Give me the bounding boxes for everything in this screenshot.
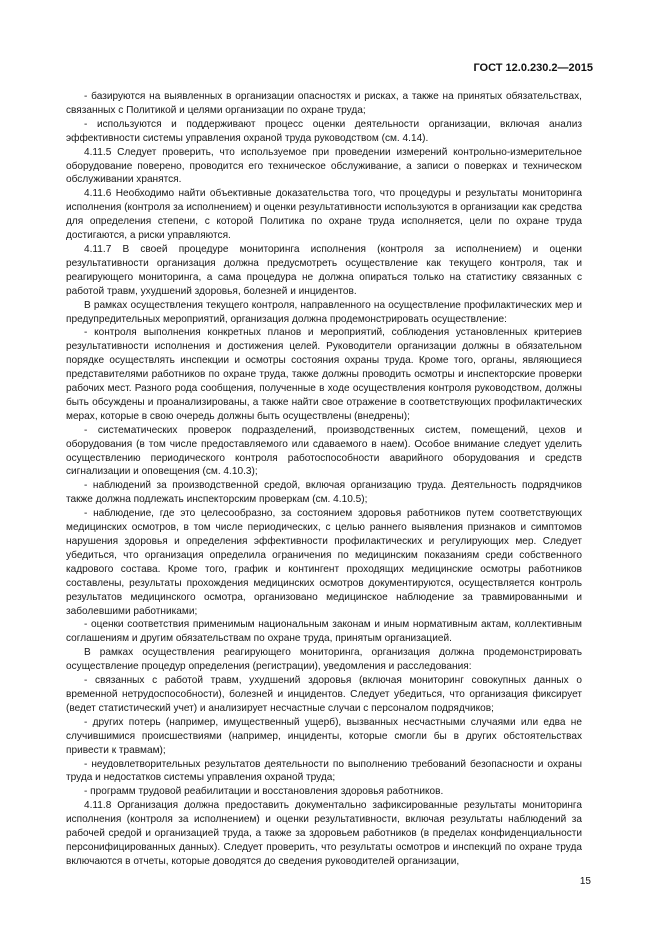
paragraph: - программ трудовой реабилитации и восстановления здоровья работников.: [84, 786, 444, 798]
paragraph: В рамках осуществления реагирующего мониторинга, организация должна продемонстрировать осуществление процедур определения (регистрации), уведомления и расследования:: [66, 647, 582, 673]
paragraph: 4.11.7 В своей процедуре мониторинга исполнения (контроля за исполнением) и оценки результативности организация должна предусмотреть осуществление как текущего контроля, так и реагирующего мониторинга, а сама процедура не должна опираться только на статистику связанных с работой травм, ухудшений здоровья, болезней и инцидентов.: [66, 243, 582, 297]
paragraph: - используются и поддерживают процесс оценки деятельности организации, включая анализ эффективности системы управления охраной труда руководством (см. 4.14).: [66, 118, 582, 144]
paragraph: - связанных с работой травм, ухудшений здоровья (включая мониторинг совокупных данных о временной нетрудоспособности), болезней и инцидентов. Следует убедиться, что организация фиксирует (ведет статистический учет) и анализирует несчастные случаи с персоналом подрядчиков;: [66, 675, 582, 714]
paragraph: 4.11.6 Необходимо найти объективные доказательства того, что процедуры и результаты мониторинга исполнения (контроля за исполнением) и оценки результативности используются в организации как средства для определения степени, с которой Политика по охране труда исполняется, цели по охране труда достигаются, а риски управляются.: [66, 188, 582, 242]
paragraph: - базируются на выявленных в организации опасностях и рисках, а также на принятых обязательствах, связанных с Политикой и целями организации по охране труда;: [66, 91, 582, 116]
paragraph: В рамках осуществления текущего контроля, направленного на осуществление профилактических мер и предупредительных мероприятий, организация должна продемонстрировать осуществление:: [66, 299, 582, 325]
paragraph: 4.11.5 Следует проверить, что используемое при проведении измерений контрольно-измерительное оборудование поверено, проводится его техническое обслуживание, а записи о поверках и техническом обслуживании хранятся.: [66, 146, 582, 186]
paragraph: - систематических проверок подразделений, производственных систем, помещений, цехов и оборудования (в том числе предоставляемого или сдаваемого в наем). Особое внимание следует уделить осуществлению периодического контроля работоспособности аварийного оборудования и средств сигнализации и оповещения (см. 4.10.3);: [66, 424, 582, 478]
paragraph: - неудовлетворительных результатов деятельности по выполнению требований безопасности и охраны труда и недостатков системы управления охраной труда;: [66, 758, 582, 784]
paragraph: - наблюдение, где это целесообразно, за состоянием здоровья работников путем соответствующих медицинских осмотров, в том числе периодических, с целью раннего выявления признаков и симптомов нарушения здоровья и определения эффективности профилактических и регулирующих мер. Следует убедиться, что организация определила ограничения по медицинским показаниям среди собственного кадрового состава. Кроме того, график и контингент проходящих медицинские осмотры работников составлены, результаты прохождения медицинских осмотров документируются, осуществляется контроль результатов медицинского осмотра, организовано медицинское наблюдение за травмированными и заболевшими работниками;: [66, 508, 582, 617]
paragraph: - контроля выполнения конкретных планов и мероприятий, соблюдения установленных критериев результативности исполнения и достижения целей. Руководители организации должны в обязательном порядке осуществлять инспекции и осмотры состояния охраны труда. Кроме того, органы, являющиеся представителями работников по охране труда, также должны проводить осмотры и инспекторские проверки рабочих мест. Разного рода сообщения, полученные в ходе осуществления контроля руководством, должны быть обсуждены и проанализированы, а также найти свое отражение в соответствующих профилактических мерах, которые в свою очередь должны быть осуществлены (внедрены);: [66, 327, 582, 422]
paragraph: - наблюдений за производственной средой, включая организацию труда. Деятельность подрядчиков также должна подлежать инспекторским проверкам (см. 4.10.5);: [66, 480, 582, 506]
body-text: [66, 90, 582, 869]
page-number: 15: [579, 876, 591, 887]
paragraph: - оценки соответствия применимым национальным законам и иным нормативным актам, коллективным соглашениям и другим обязательствам по охране труда, принятым организацией.: [66, 619, 582, 645]
paragraph: - других потерь (например, имущественный ущерб), вызванных несчастными случаями или едва не случившимися происшествиями (например, инциденты, которые смогли бы в других обстоятельствах привести к травмам);: [66, 716, 582, 756]
paragraph: 4.11.8 Организация должна предоставить документально зафиксированные результаты мониторинга исполнения (контроля за исполнением) и оценки результативности, включая результаты наблюдений за рабочей средой и организацией труда, а также за здоровьем работников (в пределах конфиденциальности персонифицированных данных). Следует проверить, что результаты осмотров и инспекций по охране труда включаются в отчеты, которые доводятся до сведения руководителей организации,: [66, 800, 582, 867]
standard-number-header: ГОСТ 12.0.230.2—2015: [473, 62, 593, 74]
